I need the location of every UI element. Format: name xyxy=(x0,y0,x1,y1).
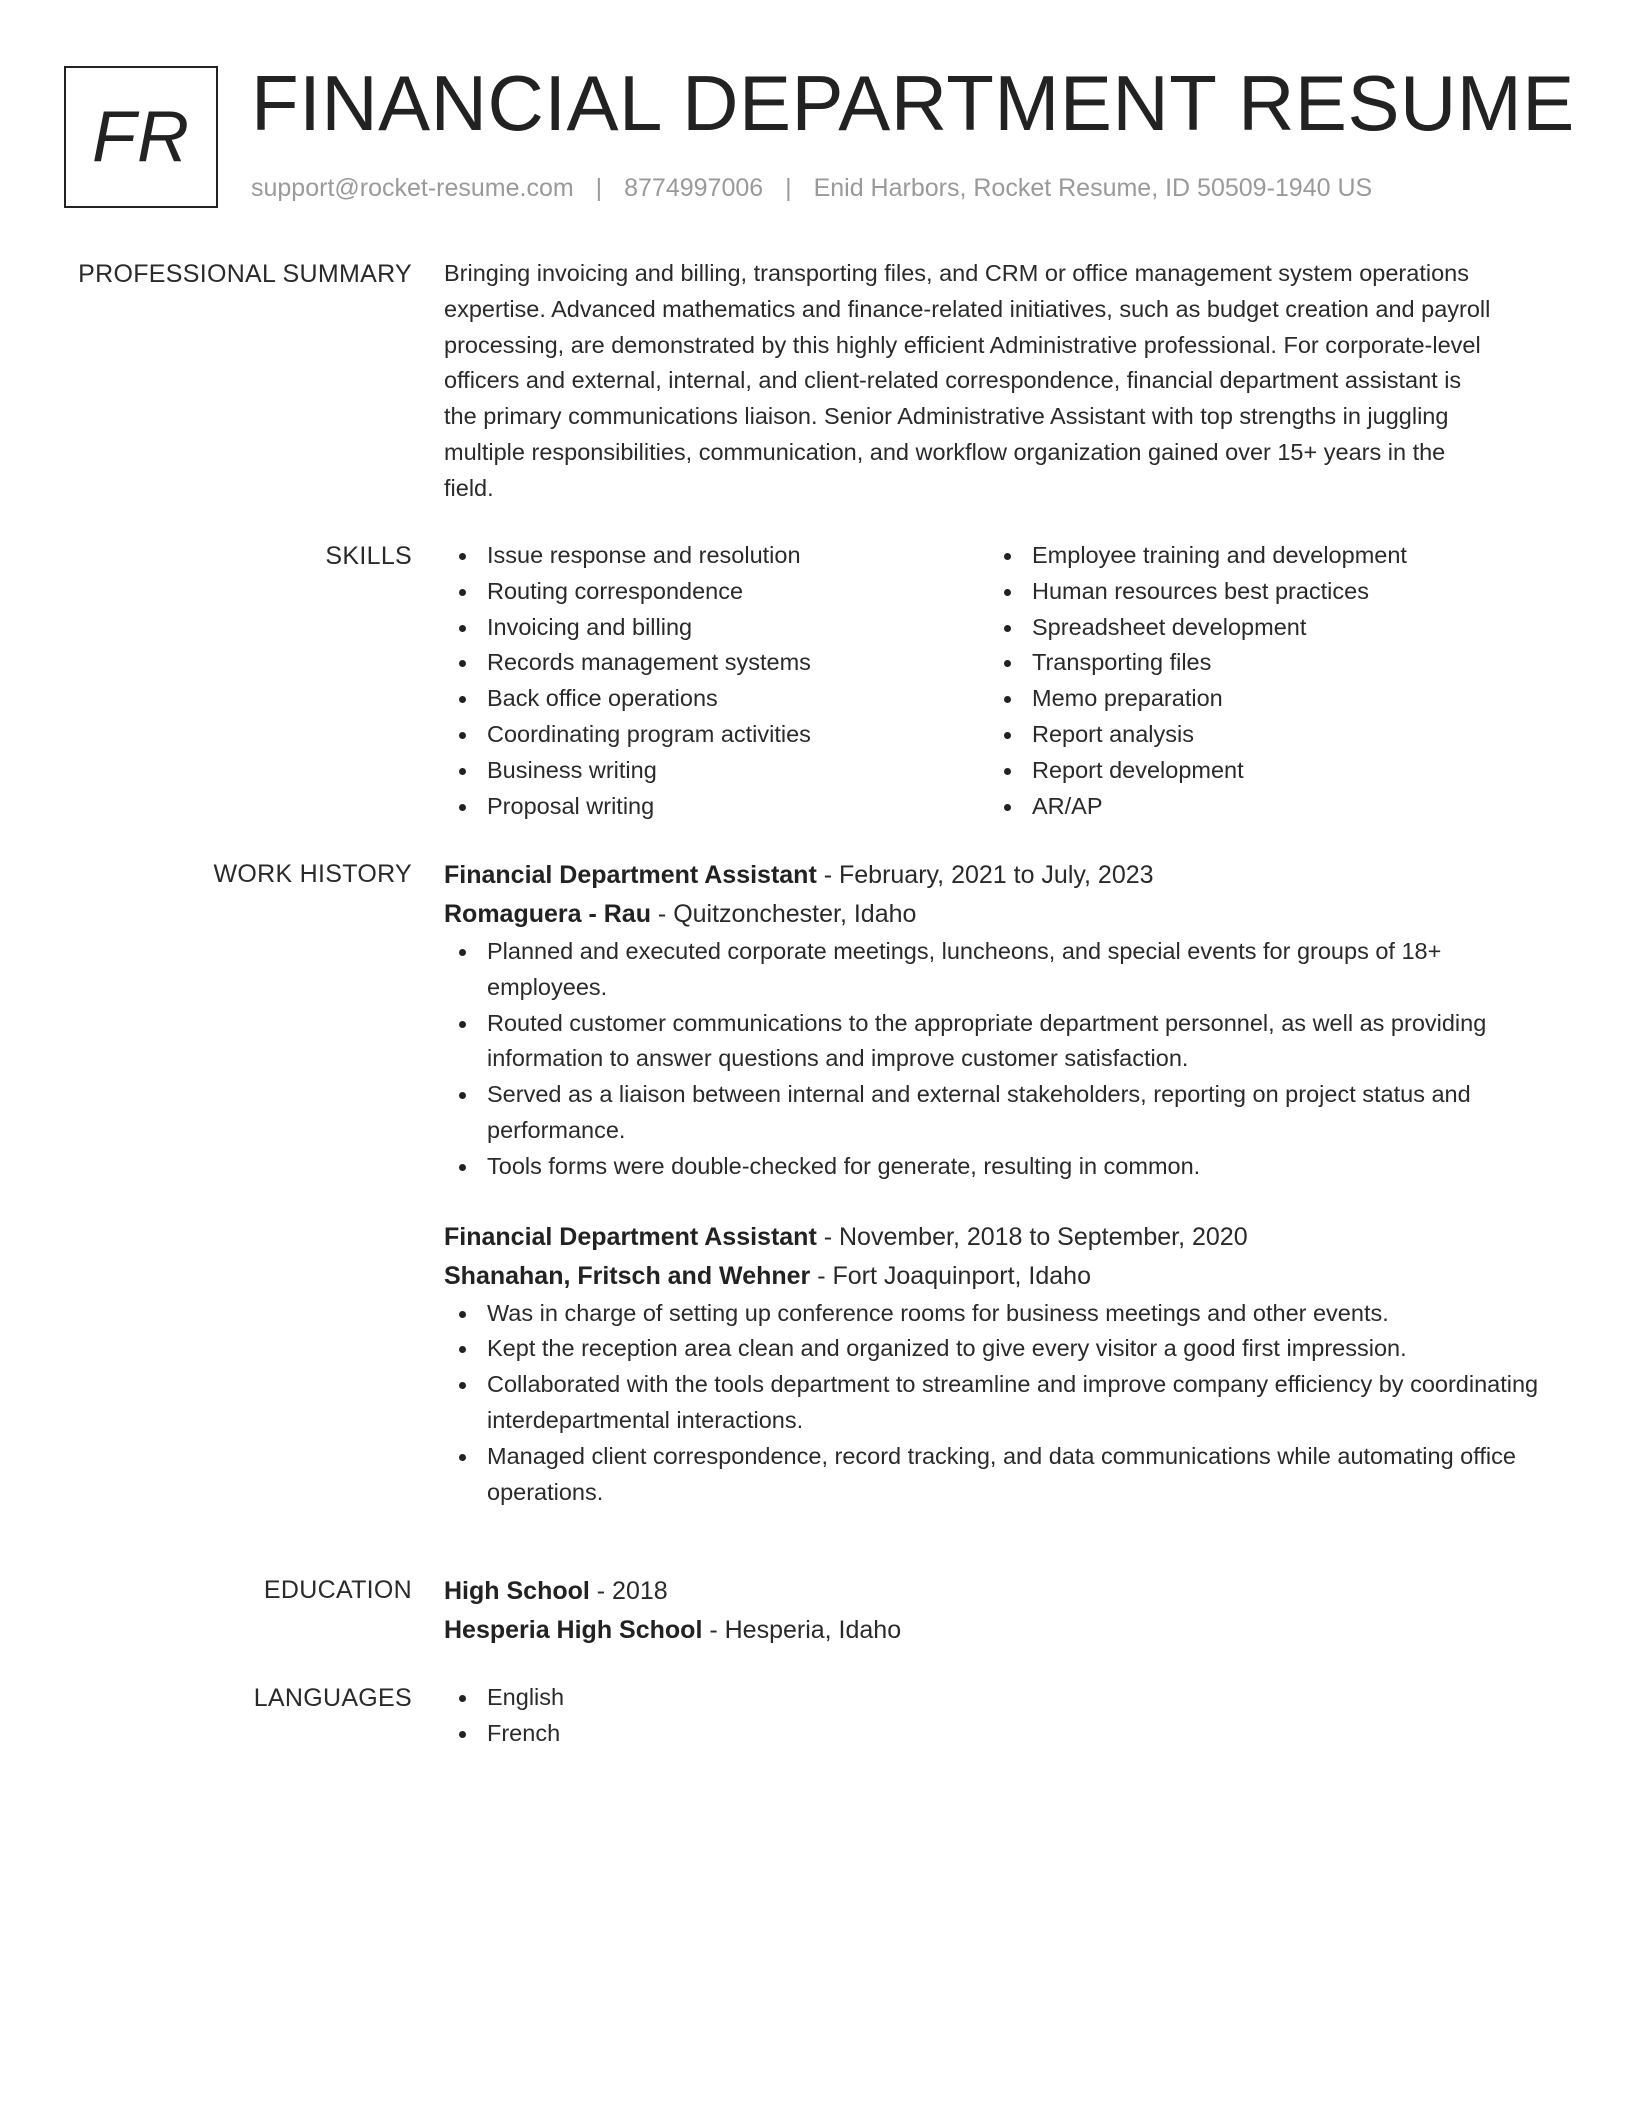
skill-item: Spreadsheet development xyxy=(989,610,1534,646)
summary-line: the primary communications liaison. Senior Administrative Assistant with top strengths in juggling xyxy=(444,403,1449,430)
job-bullet: Collaborated with the tools department to streamline and improve company efficiency by coordinating interdepartmental interactions. xyxy=(444,1367,1554,1439)
skill-item: Routing correspondence xyxy=(444,574,989,610)
contact-separator: | xyxy=(785,174,792,202)
job-bullet-list xyxy=(444,934,1554,1185)
skill-item: Human resources best practices xyxy=(989,574,1534,610)
language-item: French xyxy=(444,1716,1554,1752)
education-degree-line xyxy=(444,1572,1554,1611)
skills-column-left xyxy=(444,538,989,824)
job-bullet: Served as a liaison between internal and external stakeholders, reporting on project status and performance. xyxy=(444,1077,1554,1149)
skills-list xyxy=(444,538,1554,824)
job-title-line xyxy=(444,856,1554,895)
education-label: EDUCATION xyxy=(263,1576,412,1604)
job-bullet: Tools forms were double-checked for generate, resulting in common. xyxy=(444,1149,1554,1185)
summary-label: PROFESSIONAL SUMMARY xyxy=(78,260,412,288)
job-company: Romaguera - Rau xyxy=(444,900,651,928)
work-history-entries xyxy=(444,856,1554,1510)
skills-column-right xyxy=(989,538,1534,824)
education-school-line xyxy=(444,1611,1554,1650)
job-bullet: Managed client correspondence, record tracking, and data communications while automating office operations. xyxy=(444,1439,1554,1511)
education-school: Hesperia High School xyxy=(444,1616,703,1644)
education-year: - 2018 xyxy=(589,1577,668,1605)
job-bullet: Routed customer communications to the appropriate department personnel, as well as providing information to answer questions and improve customer satisfaction. xyxy=(444,1006,1554,1078)
job-company-line xyxy=(444,895,1554,934)
monogram-initials: FR xyxy=(92,97,190,177)
education-entry xyxy=(444,1572,1554,1650)
job-location: - Quitzonchester, Idaho xyxy=(650,900,917,928)
job-company: Shanahan, Fritsch and Wehner xyxy=(444,1261,811,1290)
skill-item: Report development xyxy=(989,753,1534,789)
summary-line: Bringing invoicing and billing, transporting files, and CRM or office management system operations xyxy=(444,260,1469,286)
job-title: Financial Department Assistant xyxy=(444,861,817,889)
skill-item: Coordinating program activities xyxy=(444,717,989,753)
skill-item: Business writing xyxy=(444,753,989,789)
monogram-badge xyxy=(64,66,218,208)
work-history-label: WORK HISTORY xyxy=(213,860,412,888)
job-bullet: Planned and executed corporate meetings, luncheons, and special events for groups of 18+ employees. xyxy=(444,934,1554,1006)
job-title-line xyxy=(444,1218,1554,1257)
languages-list xyxy=(444,1680,1554,1752)
skill-item: Records management systems xyxy=(444,645,989,681)
summary-text xyxy=(444,256,1554,507)
language-item: English xyxy=(444,1680,1554,1716)
summary-line: processing, are demonstrated by this highly efficient Administrative professional. For corporate-level xyxy=(444,331,1481,358)
job-entry xyxy=(444,856,1554,1185)
job-entry xyxy=(444,1218,1554,1511)
contact-phone[interactable]: 8774997006 xyxy=(624,174,764,202)
skill-item: Report analysis xyxy=(989,717,1534,753)
contact-address: Enid Harbors, Rocket Resume, ID 50509-1940 US xyxy=(813,174,1373,202)
contact-email[interactable]: support@rocket-resume.com xyxy=(251,174,574,202)
education-degree: High School xyxy=(444,1577,590,1605)
skill-item: Employee training and development xyxy=(989,538,1534,574)
job-bullet: Kept the reception area clean and organized to give every visitor a good first impression. xyxy=(444,1331,1554,1367)
summary-line: field. xyxy=(444,474,494,501)
contact-line xyxy=(251,174,1372,203)
contact-separator: | xyxy=(595,174,603,202)
resume-title: FINANCIAL DEPARTMENT RESUME xyxy=(251,59,1575,147)
summary-line: multiple responsibilities, communication, and workflow organization gained over 15+ years in the xyxy=(444,438,1446,465)
job-bullet: Was in charge of setting up conference rooms for business meetings and other events. xyxy=(444,1296,1554,1332)
job-bullet-list xyxy=(444,1296,1554,1511)
job-dates: - November, 2018 to September, 2020 xyxy=(816,1222,1248,1251)
skill-item: AR/AP xyxy=(989,789,1534,825)
job-dates: - February, 2021 to July, 2023 xyxy=(816,861,1154,889)
job-location: - Fort Joaquinport, Idaho xyxy=(810,1261,1091,1290)
skill-item: Proposal writing xyxy=(444,789,989,825)
job-company-line xyxy=(444,1257,1554,1296)
summary-line: expertise. Advanced mathematics and finance-related initiatives, such as budget creation and payroll xyxy=(444,295,1491,322)
languages-label: LANGUAGES xyxy=(253,1684,412,1712)
skills-label: SKILLS xyxy=(325,542,412,570)
education-location: - Hesperia, Idaho xyxy=(702,1616,902,1644)
skill-item: Back office operations xyxy=(444,681,989,717)
skill-item: Issue response and resolution xyxy=(444,538,989,574)
skill-item: Memo preparation xyxy=(989,681,1534,717)
skill-item: Transporting files xyxy=(989,645,1534,681)
summary-line: officers and external, internal, and client-related correspondence, financial department assistant is xyxy=(444,367,1462,394)
job-title: Financial Department Assistant xyxy=(444,1222,817,1251)
skill-item: Invoicing and billing xyxy=(444,610,989,646)
